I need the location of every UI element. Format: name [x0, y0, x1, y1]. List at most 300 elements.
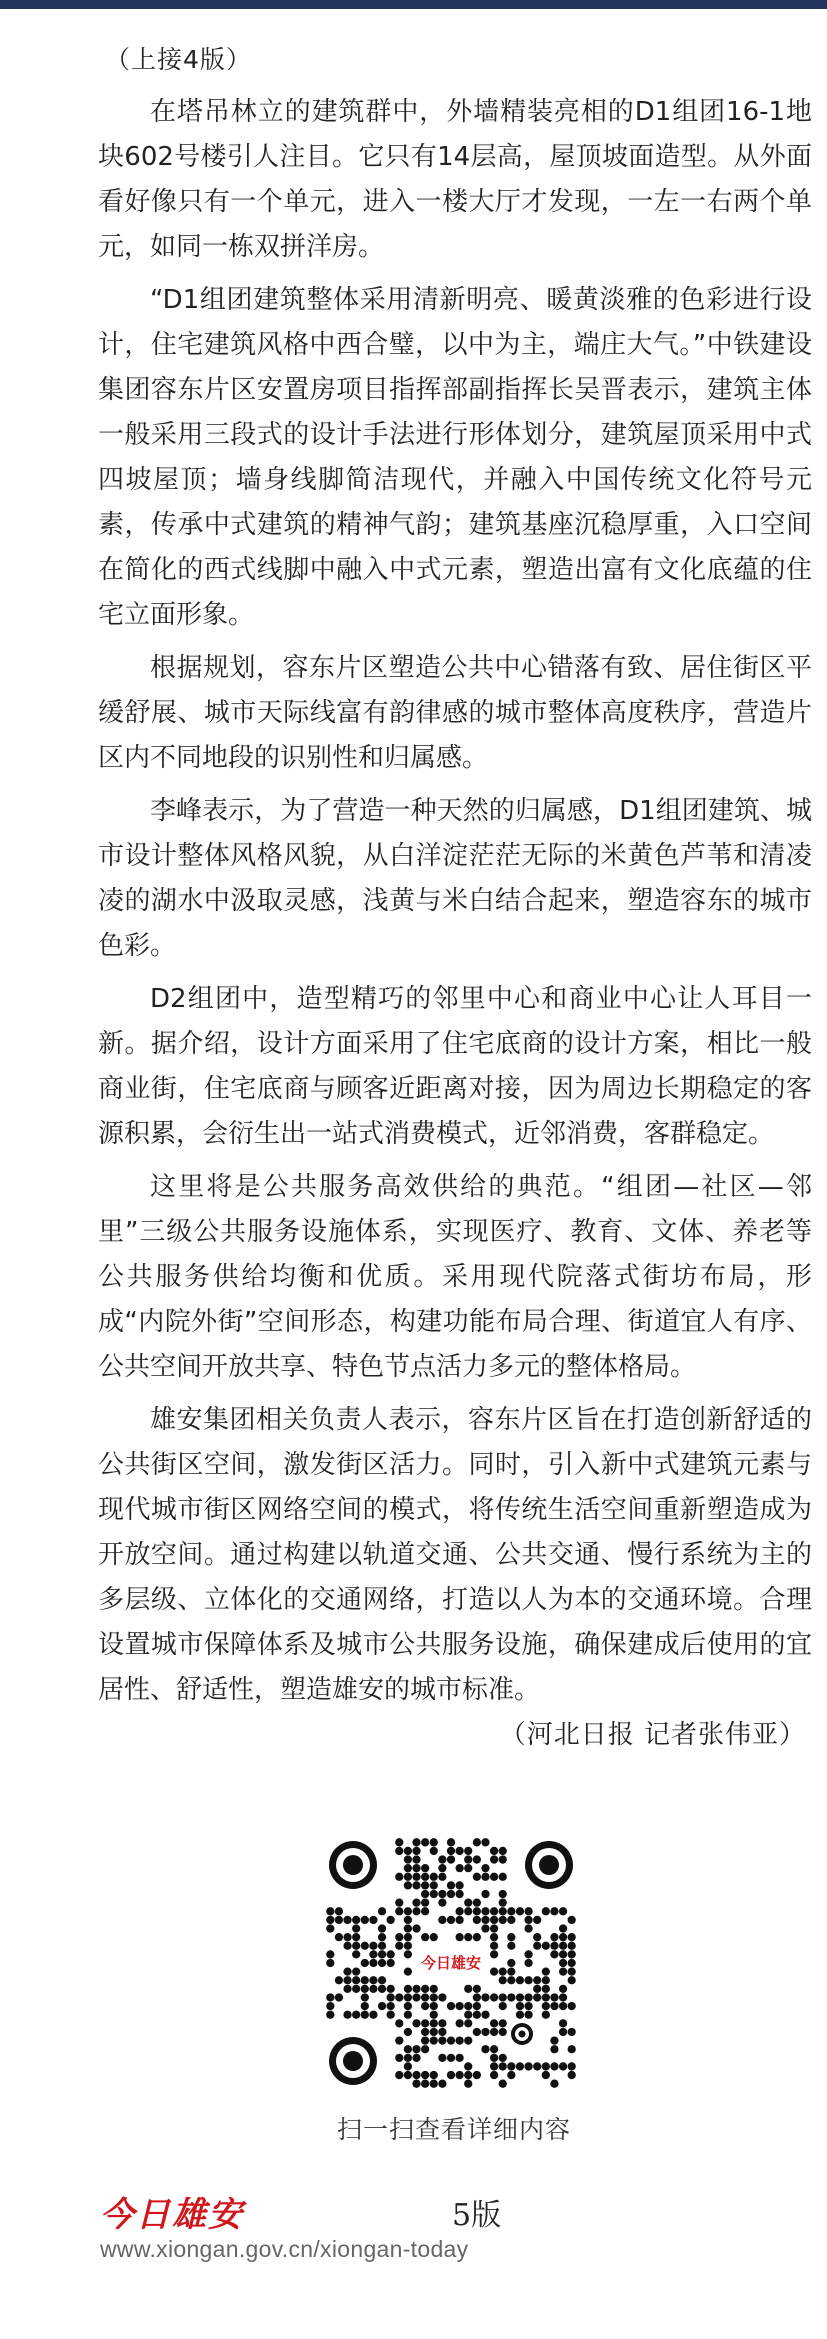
qr-module — [568, 1916, 576, 1924]
qr-module — [404, 2045, 412, 2053]
qr-module — [352, 1967, 360, 1975]
qr-module — [490, 1873, 498, 1881]
qr-module — [490, 1907, 498, 1915]
qr-module — [568, 1950, 576, 1958]
qr-module — [524, 2062, 532, 2070]
qr-module — [352, 1985, 360, 1993]
qr-module — [404, 1881, 412, 1889]
qr-module — [507, 1976, 515, 1984]
article-paragraph: 这里将是公共服务高效供给的典范。“组团—社区—邻里”三级公共服务设施体系，实现医疗、教育、文体、养老等公共服务供给均衡和优质。采用现代院落式街坊布局，形成“内院外街”空间形态，构建功能布局合理、街道宜人有序、公共空间开放共享、特色节点活力多元的整体格局。 — [98, 1172, 812, 1382]
qr-module — [473, 1873, 481, 1881]
qr-module — [499, 2062, 507, 2070]
qr-module — [499, 2028, 507, 2036]
qr-module — [481, 1924, 489, 1932]
qr-module — [404, 2002, 412, 2010]
qr-module — [499, 2002, 507, 2010]
qr-module — [404, 1864, 412, 1872]
article-paragraph-text: 雄安集团相关负责人表示，容东片区旨在打造创新舒适的公共街区空间，激发街区活力。同时，引入新中式建筑元素与现代城市街区网络空间的模式，将传统生活空间重新塑造成为开放空间。通过构建以轨道交通、公共交通、慢行系统为主的多层级、立体化的交通网络，打造以人为本的交通环境。合理设置城市保障体系及城市公共服务设施，确保建成后使用的宜居性、舒适性，塑造雄安的城市标准。 — [98, 1405, 812, 1705]
qr-module — [507, 1933, 515, 1941]
article-paragraph: 在塔吊林立的建筑群中，外墙精装亮相的D1组团16-1地块602号楼引人注目。它只有14层高，屋顶坡面造型。从外面看好像只有一个单元，进入一楼大厅才发现，一左一右两个单元，如同一栋双拼洋房。 — [98, 97, 812, 262]
qr-module — [430, 1890, 438, 1898]
qr-module — [473, 1916, 481, 1924]
qr-module — [542, 2011, 550, 2019]
qr-module — [524, 1959, 532, 1967]
qr-module — [499, 1907, 507, 1915]
qr-module — [404, 1942, 412, 1950]
qr-module — [430, 2019, 438, 2027]
qr-module — [490, 2028, 498, 2036]
qr-module — [464, 2080, 472, 2088]
qr-module — [550, 1950, 558, 1958]
qr-module — [507, 1967, 515, 1975]
qr-module — [499, 1890, 507, 1898]
qr-module — [550, 2080, 558, 2088]
qr-module — [326, 1959, 334, 1967]
qr-module — [387, 1959, 395, 1967]
qr-module — [507, 1942, 515, 1950]
qr-module — [542, 1967, 550, 1975]
qr-module — [550, 2036, 558, 2044]
article-body — [98, 90, 812, 1758]
qr-module — [447, 1855, 455, 1863]
qr-module — [361, 1942, 369, 1950]
qr-module — [490, 2071, 498, 2079]
continued-from-note: （上接4版） — [105, 45, 252, 74]
qr-module — [455, 2071, 463, 2079]
qr-module — [343, 1976, 351, 1984]
qr-module — [524, 2002, 532, 2010]
qr-code-graphic — [326, 1838, 576, 2088]
qr-module — [430, 1838, 438, 1846]
qr-module — [464, 2036, 472, 2044]
qr-module — [568, 1976, 576, 1984]
qr-module — [421, 2028, 429, 2036]
qr-module — [490, 2054, 498, 2062]
qr-module — [455, 2002, 463, 2010]
qr-module — [335, 1976, 343, 1984]
qr-module — [395, 2054, 403, 2062]
qr-module — [430, 1993, 438, 2001]
qr-module — [430, 2011, 438, 2019]
qr-module — [542, 1976, 550, 1984]
qr-module — [490, 1942, 498, 1950]
qr-module — [550, 1933, 558, 1941]
qr-module — [447, 1847, 455, 1855]
qr-module — [395, 2019, 403, 2027]
qr-module — [369, 1976, 377, 1984]
qr-module — [421, 1907, 429, 1915]
qr-module — [404, 1950, 412, 1958]
qr-module — [387, 1916, 395, 1924]
qr-module — [326, 1907, 334, 1915]
qr-module — [326, 1924, 334, 1932]
qr-module — [473, 2011, 481, 2019]
qr-module — [361, 1959, 369, 1967]
site-url[interactable]: www.xiongan.gov.cn/xiongan-today — [100, 2236, 469, 2262]
qr-module — [412, 2054, 420, 2062]
qr-module — [421, 2019, 429, 2027]
qr-code[interactable] — [326, 1838, 576, 2088]
qr-module — [412, 1864, 420, 1872]
qr-module — [542, 1993, 550, 2001]
qr-module — [499, 1967, 507, 1975]
qr-module — [559, 1950, 567, 1958]
qr-module — [412, 1993, 420, 2001]
qr-module — [524, 1907, 532, 1915]
qr-module — [430, 1881, 438, 1889]
qr-finder-top-left — [329, 1841, 377, 1889]
qr-module — [533, 1976, 541, 1984]
qr-module — [387, 2002, 395, 2010]
qr-module — [412, 1924, 420, 1932]
qr-module — [326, 1916, 334, 1924]
qr-module — [524, 1976, 532, 1984]
qr-module — [352, 2011, 360, 2019]
qr-module — [559, 1959, 567, 1967]
qr-module — [438, 2028, 446, 2036]
qr-module — [533, 1916, 541, 1924]
qr-module — [524, 1916, 532, 1924]
qr-module — [499, 1993, 507, 2001]
qr-module — [559, 1907, 567, 1915]
qr-module — [507, 1916, 515, 1924]
article-paragraph: “D1组团建筑整体采用清新明亮、暖黄淡雅的色彩进行设计，住宅建筑风格中西合璧，以中为主，端庄大气。”中铁建设集团容东片区安置房项目指挥部副指挥长吴晋表示，建筑主体一般采用三段式的设计手法进行形体划分，建筑屋顶采用中式四坡屋顶；墙身线脚简洁现代，并融入中国传统文化符号元素，传承中式建筑的精神气韵；建筑基座沉稳厚重，入口空间在简化的西式线脚中融入中式元素，塑造出富有文化底蕴的住宅立面形象。 — [98, 285, 812, 630]
qr-module — [550, 2062, 558, 2070]
qr-module — [568, 2062, 576, 2070]
qr-module — [395, 1993, 403, 2001]
qr-module — [455, 2036, 463, 2044]
qr-module — [490, 1967, 498, 1975]
qr-module — [438, 2054, 446, 2062]
qr-module — [343, 1967, 351, 1975]
qr-module — [352, 1942, 360, 1950]
qr-module — [369, 1942, 377, 1950]
qr-module — [326, 1950, 334, 1958]
qr-module — [438, 1864, 446, 1872]
qr-module — [455, 1864, 463, 1872]
qr-module — [481, 2028, 489, 2036]
article-paragraph: D2组团中，造型精巧的邻里中心和商业中心让人耳目一新。据介绍，设计方面采用了住宅底商的设计方案，相比一般商业街，住宅底商与顾客近距离对接，因为周边长期稳定的客源积累，会衍生出一站式消费模式，近邻消费，客群稳定。 — [98, 984, 812, 1149]
qr-module — [412, 1985, 420, 1993]
qr-module — [559, 2028, 567, 2036]
qr-module — [559, 2062, 567, 2070]
qr-module — [412, 2045, 420, 2053]
qr-module — [559, 1924, 567, 1932]
qr-module — [542, 2062, 550, 2070]
qr-module — [430, 1873, 438, 1881]
qr-module — [481, 1890, 489, 1898]
qr-module — [464, 2071, 472, 2079]
article-byline: （河北日报 记者张伟亚） — [499, 1720, 806, 1750]
qr-module — [568, 1959, 576, 1967]
qr-module — [559, 1967, 567, 1975]
qr-module — [490, 1993, 498, 2001]
qr-module — [447, 2036, 455, 2044]
qr-module — [430, 2028, 438, 2036]
qr-module — [447, 1881, 455, 1889]
qr-module — [421, 1890, 429, 1898]
qr-module — [412, 2080, 420, 2088]
qr-module — [387, 2011, 395, 2019]
qr-module — [490, 2045, 498, 2053]
qr-align-mark — [511, 2023, 533, 2045]
qr-module — [499, 1855, 507, 1863]
qr-module — [438, 1873, 446, 1881]
qr-module — [507, 2071, 515, 2079]
qr-module — [404, 1993, 412, 2001]
qr-module — [438, 1993, 446, 2001]
qr-module — [507, 1907, 515, 1915]
qr-module — [473, 2028, 481, 2036]
qr-module — [404, 1924, 412, 1932]
qr-module — [395, 1907, 403, 1915]
qr-finder-bottom-left — [329, 2037, 377, 2085]
qr-module — [395, 1933, 403, 1941]
qr-module — [361, 1976, 369, 1984]
qr-module — [335, 1933, 343, 1941]
qr-module — [559, 1985, 567, 1993]
qr-module — [464, 1933, 472, 1941]
qr-module — [455, 1907, 463, 1915]
qr-module — [447, 2002, 455, 2010]
qr-module — [550, 2002, 558, 2010]
qr-module — [473, 1899, 481, 1907]
qr-module — [499, 1847, 507, 1855]
qr-module — [404, 1873, 412, 1881]
qr-module — [412, 2019, 420, 2027]
qr-module — [404, 2028, 412, 2036]
qr-module — [343, 2011, 351, 2019]
qr-module — [490, 1933, 498, 1941]
qr-module — [404, 1907, 412, 1915]
qr-caption: 扫一扫查看详细内容 — [336, 2115, 571, 2144]
qr-module — [550, 1942, 558, 1950]
qr-module — [568, 2028, 576, 2036]
qr-module — [559, 1993, 567, 2001]
qr-module — [343, 1985, 351, 1993]
qr-module — [421, 1864, 429, 1872]
qr-module — [326, 2002, 334, 2010]
qr-module — [499, 2054, 507, 2062]
qr-module — [464, 1907, 472, 1915]
qr-module — [533, 1985, 541, 1993]
qr-module — [481, 1916, 489, 1924]
qr-module — [568, 1942, 576, 1950]
qr-module — [473, 1933, 481, 1941]
qr-module — [447, 1890, 455, 1898]
qr-module — [430, 1985, 438, 1993]
qr-module — [352, 1924, 360, 1932]
qr-module — [550, 2045, 558, 2053]
qr-module — [438, 1890, 446, 1898]
qr-module — [326, 1993, 334, 2001]
qr-module — [490, 1855, 498, 1863]
qr-module — [395, 1838, 403, 1846]
qr-module — [430, 2071, 438, 2079]
qr-module — [378, 1950, 386, 1958]
qr-module — [455, 1881, 463, 1889]
qr-module — [421, 1873, 429, 1881]
qr-module — [490, 1916, 498, 1924]
qr-module — [455, 2019, 463, 2027]
qr-module — [438, 2019, 446, 2027]
qr-module — [481, 2045, 489, 2053]
qr-module — [412, 1873, 420, 1881]
qr-module — [326, 2011, 334, 2019]
qr-module — [421, 1881, 429, 1889]
qr-module — [455, 1847, 463, 1855]
qr-module — [499, 1916, 507, 1924]
qr-module — [343, 1916, 351, 1924]
qr-module — [473, 1907, 481, 1915]
newspaper-logo: 今日雄安 — [100, 2195, 244, 2235]
qr-module — [404, 1847, 412, 1855]
qr-module — [499, 2080, 507, 2088]
qr-module — [473, 1855, 481, 1863]
qr-module — [378, 1907, 386, 1915]
qr-module — [568, 2045, 576, 2053]
qr-module — [490, 1924, 498, 1932]
qr-module — [516, 2062, 524, 2070]
qr-module — [438, 2080, 446, 2088]
qr-module — [378, 1985, 386, 1993]
qr-module — [369, 1950, 377, 1958]
qr-center-logo: 今日雄安 — [420, 1954, 482, 1972]
qr-module — [499, 1899, 507, 1907]
qr-module — [387, 1950, 395, 1958]
qr-module — [438, 2036, 446, 2044]
qr-module — [568, 1933, 576, 1941]
qr-module — [395, 1873, 403, 1881]
article-paragraph: 根据规划，容东片区塑造公共中心错落有致、居住街区平缓舒展、城市天际线富有韵律感的城市整体高度秩序，营造片区内不同地段的识别性和归属感。 — [98, 653, 812, 773]
qr-module — [430, 2036, 438, 2044]
qr-module — [361, 1985, 369, 1993]
qr-module — [481, 1873, 489, 1881]
qr-module — [464, 1847, 472, 1855]
qr-module — [559, 2019, 567, 2027]
qr-module — [481, 1864, 489, 1872]
qr-module — [533, 1993, 541, 2001]
qr-module — [430, 2080, 438, 2088]
qr-module — [447, 1838, 455, 1846]
article-paragraph-last — [98, 1398, 812, 1750]
qr-module — [438, 1899, 446, 1907]
qr-module — [412, 1881, 420, 1889]
qr-module — [369, 1959, 377, 1967]
qr-module — [524, 2011, 532, 2019]
qr-module — [542, 1942, 550, 1950]
qr-module — [568, 2002, 576, 2010]
qr-module — [499, 1976, 507, 1984]
qr-module — [412, 1847, 420, 1855]
qr-module — [412, 1899, 420, 1907]
qr-module — [464, 2011, 472, 2019]
qr-module — [404, 1916, 412, 1924]
qr-module — [412, 2071, 420, 2079]
qr-module — [361, 2011, 369, 2019]
qr-module — [455, 1933, 463, 1941]
qr-module — [343, 1933, 351, 1941]
qr-module — [464, 2002, 472, 2010]
qr-module — [421, 2080, 429, 2088]
qr-module — [464, 2062, 472, 2070]
qr-module — [481, 1838, 489, 1846]
qr-module — [473, 2002, 481, 2010]
qr-module — [430, 1847, 438, 1855]
qr-module — [378, 1976, 386, 1984]
qr-module — [473, 1993, 481, 2001]
qr-module — [499, 1873, 507, 1881]
qr-module — [499, 2019, 507, 2027]
qr-module — [473, 1838, 481, 1846]
qr-module — [361, 2002, 369, 2010]
qr-module — [542, 1985, 550, 1993]
qr-module — [507, 2062, 515, 2070]
qr-module — [352, 1950, 360, 1958]
qr-module — [421, 2045, 429, 2053]
qr-module — [387, 1985, 395, 1993]
qr-module — [421, 1838, 429, 1846]
qr-module — [559, 1933, 567, 1941]
qr-module — [335, 1907, 343, 1915]
qr-module — [369, 1985, 377, 1993]
qr-module — [404, 2011, 412, 2019]
qr-module — [421, 2002, 429, 2010]
qr-module — [533, 1933, 541, 1941]
qr-module — [464, 1855, 472, 1863]
qr-module — [335, 1916, 343, 1924]
qr-module — [430, 1933, 438, 1941]
qr-module — [542, 2002, 550, 2010]
qr-module — [542, 2071, 550, 2079]
qr-module — [412, 1855, 420, 1863]
qr-finder-top-right — [525, 1841, 573, 1889]
qr-module — [524, 1950, 532, 1958]
qr-module — [369, 1916, 377, 1924]
qr-module — [421, 1985, 429, 1993]
qr-module — [542, 1907, 550, 1915]
qr-module — [395, 2036, 403, 2044]
qr-module — [524, 1924, 532, 1932]
qr-module — [361, 1916, 369, 1924]
qr-module — [387, 1993, 395, 2001]
qr-module — [481, 2011, 489, 2019]
qr-module — [516, 1976, 524, 1984]
qr-module — [533, 2062, 541, 2070]
qr-module — [412, 1838, 420, 1846]
qr-module — [352, 1933, 360, 1941]
qr-module — [455, 2054, 463, 2062]
qr-module — [430, 2002, 438, 2010]
qr-module — [490, 1847, 498, 1855]
article-paragraph: 李峰表示，为了营造一种天然的归属感，D1组团建筑、城市设计整体风格风貌，从白洋淀茫茫无际的米黄色芦苇和清凌凌的湖水中汲取灵感，浅黄与米白结合起来，塑造容东的城市色彩。 — [98, 796, 812, 961]
qr-module — [447, 2054, 455, 2062]
qr-module — [464, 1864, 472, 1872]
qr-module — [421, 1899, 429, 1907]
qr-module — [378, 1942, 386, 1950]
qr-module — [421, 2036, 429, 2044]
qr-module — [533, 1942, 541, 1950]
qr-module — [473, 1985, 481, 1993]
qr-module — [455, 1890, 463, 1898]
qr-module — [507, 1993, 515, 2001]
qr-module — [404, 1967, 412, 1975]
qr-module — [559, 1942, 567, 1950]
qr-module — [378, 1933, 386, 1941]
qr-module — [404, 2054, 412, 2062]
qr-module — [516, 1993, 524, 2001]
qr-module — [404, 2071, 412, 2079]
